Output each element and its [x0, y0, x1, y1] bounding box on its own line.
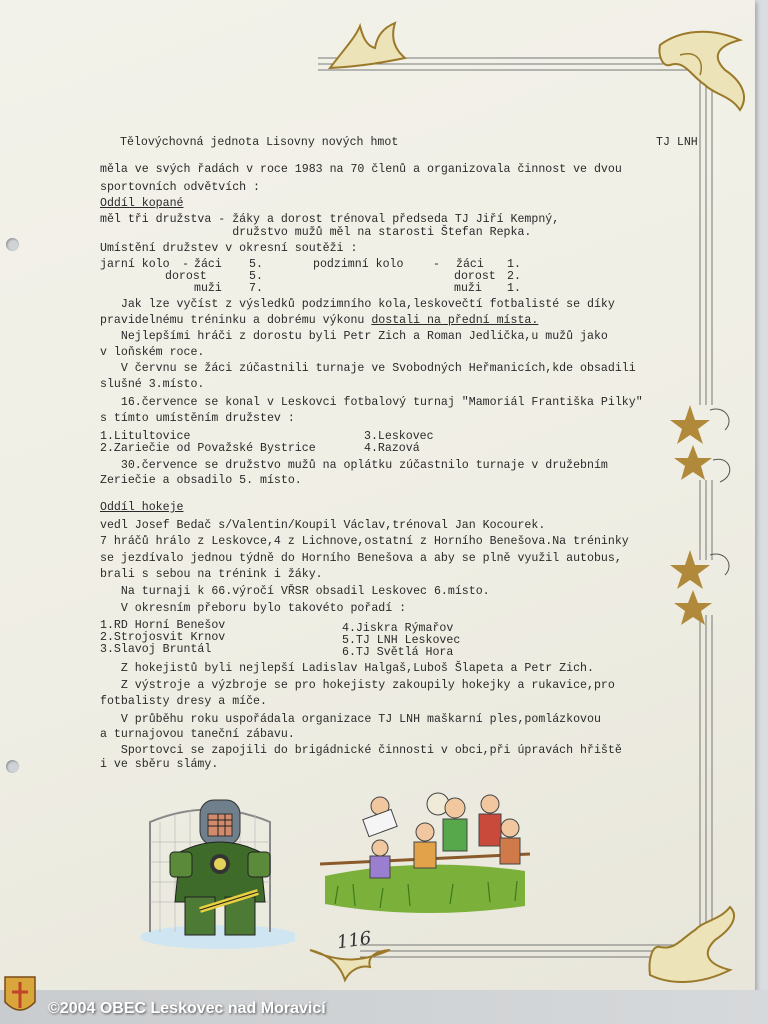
hockey-para: Z hokejistů byli nejlepší Ladislav Halgaš,Luboš Šlapeta a Petr Zich. — [100, 662, 594, 675]
standings-spring: 5. — [249, 270, 263, 283]
football-para: s tímto umístěním družstev : — [100, 412, 295, 425]
standings-cat: muži — [454, 282, 482, 295]
football-kids-illustration — [320, 786, 530, 946]
hockey-para: a turnajovou taneční zábavu. — [100, 728, 295, 741]
hockey-para: Sportovci se zapojili do brigádnické činnosti v obci,při úpravách hřiště — [100, 744, 622, 757]
football-para: Zeriečie a obsadilo 5. místo. — [100, 474, 302, 487]
hockey-table-left: 1.RD Horní Benešov — [100, 619, 226, 632]
hockey-heading: Oddíl hokeje — [100, 501, 184, 514]
spring-label: jarní kolo — [100, 258, 170, 271]
hockey-para: V průběhu roku uspořádala organizace TJ LNH maškarní ples,pomlázkovou — [100, 713, 601, 726]
hockey-line: brali s sebou na trénink i žáky. — [100, 568, 323, 581]
tournament-left: 1.Litultovice — [100, 430, 191, 443]
standings-autumn: 1. — [507, 258, 521, 271]
page-number: 116 — [335, 927, 373, 954]
standings-cat: žáci — [194, 258, 222, 271]
standings-cat: dorost — [454, 270, 496, 283]
standings-dash: - — [182, 258, 189, 271]
football-para: V červnu se žáci zúčastnili turnaje ve Svobodných Heřmanicích,kde obsadili — [100, 362, 636, 375]
hockey-line: 7 hráčů hrálo z Leskovce,4 z Lichnove,ostatní z Horního Benešova.Na tréninky — [100, 535, 629, 548]
standings-cat: muži — [194, 282, 222, 295]
intro-line: měla ve svých řadách v roce 1983 na 70 členů a organizovala činnost ve dvou — [100, 163, 622, 176]
standings-spring: 5. — [249, 258, 263, 271]
ornament-icon — [650, 25, 760, 120]
ornament-icon — [640, 905, 750, 990]
football-para: pravidelnému tréninku a dobrému výkonu dostali na přední místa. — [100, 314, 539, 327]
hockey-para: fotbalisty dresy a míče. — [100, 695, 267, 708]
ornament-icon — [325, 18, 415, 78]
football-para: v loňském roce. — [100, 346, 205, 359]
hockey-line: Na turnaji k 66.výročí VŘSR obsadil Leskovec 6.místo. — [100, 585, 490, 598]
standings-dash: - — [433, 258, 440, 271]
hockey-table-left: 2.Strojosvit Krnov — [100, 631, 226, 644]
hockey-line: vedl Josef Bedač s/Valentin/Koupil Václav,trénoval Jan Kocourek. — [100, 519, 546, 532]
tournament-left: 2.Zariečie od Považské Bystrice — [100, 442, 316, 455]
football-para-underline: dostali na přední místa. — [371, 314, 539, 327]
ornament-icon — [305, 945, 395, 990]
standings-spring: 7. — [249, 282, 263, 295]
village-crest-icon — [2, 974, 38, 1020]
hockey-line: V okresním přeboru bylo takovéto pořadí : — [100, 602, 407, 615]
standings-autumn: 2. — [507, 270, 521, 283]
standings-cat: žáci — [456, 258, 484, 271]
goalkeeper-illustration — [130, 792, 295, 952]
tournament-right: 4.Razová — [364, 442, 420, 455]
football-para: slušné 3.místo. — [100, 378, 205, 391]
standings-autumn: 1. — [507, 282, 521, 295]
hockey-line: se jezdívalo jednou týdně do Horního Benešova a aby se plně využil autobus, — [100, 552, 622, 565]
football-line: družstvo mužů měl na starosti Štefan Repka. — [100, 226, 532, 239]
tournament-right: 3.Leskovec — [364, 430, 434, 443]
hockey-table-left: 3.Slavoj Bruntál — [100, 643, 212, 656]
hockey-table-right: 4.Jiskra Rýmařov — [342, 622, 454, 635]
football-line: Umístění družstev v okresní soutěži : — [100, 242, 358, 255]
hockey-table-right: 5.TJ LNH Leskovec — [342, 634, 461, 647]
football-para: 16.července se konal v Leskovci fotbalový turnaj "Mamoriál Františka Pilky" — [100, 396, 643, 409]
standings-cat: dorost — [165, 270, 207, 283]
star-icon — [665, 545, 745, 635]
page-title-right: TJ LNH — [656, 136, 698, 149]
intro-line: sportovních odvětvích : — [100, 181, 261, 194]
hockey-table-right: 6.TJ Světlá Hora — [342, 646, 454, 659]
football-para: Nejlepšími hráči z dorostu byli Petr Zich a Roman Jedlička,u mužů jako — [100, 330, 608, 343]
footer-copyright: ©2004 OBEC Leskovec nad Moravicí — [48, 1000, 326, 1017]
page-title: Tělovýchovná jednota Lisovny nových hmot — [120, 136, 399, 149]
autumn-label: podzimní kolo — [313, 258, 404, 271]
football-heading: Oddíl kopané — [100, 197, 184, 210]
football-line: měl tři družstva - žáky a dorost trénoval předseda TJ Jiří Kempný, — [100, 213, 560, 226]
hockey-para: i ve sběru slámy. — [100, 758, 219, 771]
hockey-para: Z výstroje a výzbroje se pro hokejisty zakoupily hokejky a rukavice,pro — [100, 679, 615, 692]
star-icon — [665, 400, 745, 490]
football-para: 30.července se družstvo mužů na oplátku zúčastnilo turnaje v družebním — [100, 459, 608, 472]
football-para: Jak lze vyčíst z výsledků podzimního kola,leskovečtí fotbalisté se díky — [100, 298, 615, 311]
